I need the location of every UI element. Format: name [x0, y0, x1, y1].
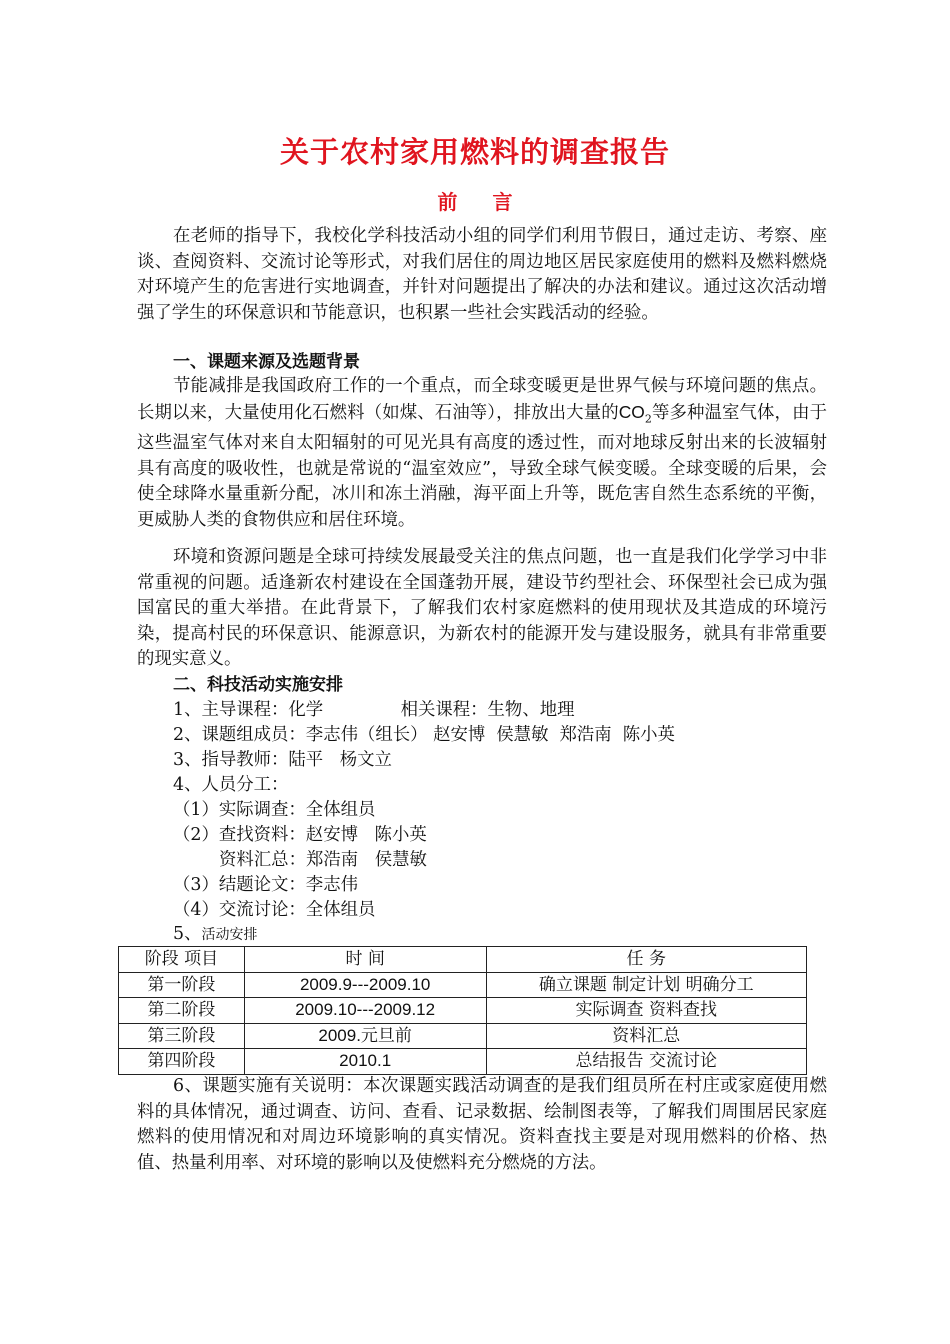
schedule-table — [118, 946, 807, 1075]
cell-stage: 第四阶段 — [119, 1049, 245, 1075]
cell-task: 实际调查 资料查找 — [486, 998, 807, 1024]
item-division: 4、人员分工： — [173, 775, 289, 795]
cell-task: 总结报告 交流讨论 — [486, 1049, 807, 1075]
table-row — [119, 1049, 807, 1075]
cell-stage: 第三阶段 — [119, 1023, 245, 1049]
section1-paragraph-2: 环境和资源问题是全球可持续发展最受关注的焦点问题，也一直是我们化学学习中非常重视的问题。适逢新农村建设在全国蓬勃开展，建设节约型社会、环保型社会已成为强国富民的重大举措。在此背景下，了解我们农村家庭燃料的使用现状及其造成的环境污染，提高村民的环保意识、能源意识，为新农村的能源开发与建设服务，就具有非常重要的现实意义。 — [137, 547, 827, 669]
table-header-row — [119, 947, 807, 973]
cell-time: 2009.元旦前 — [244, 1023, 486, 1049]
cell-stage: 第一阶段 — [119, 972, 245, 998]
header-stage: 阶段 项目 — [119, 947, 245, 973]
item-courses: 1、主导课程：化学 相关课程：生物、地理 — [173, 700, 575, 720]
division-thesis: （3）结题论文：李志伟 — [173, 875, 358, 895]
header-time: 时 间 — [244, 947, 486, 973]
schedule-number: 5、 — [173, 924, 202, 944]
section1-heading: 一、课题来源及选题背景 — [173, 352, 360, 372]
table-row — [119, 998, 807, 1024]
division-summary: 资料汇总：郑浩南 侯慧敏 — [219, 850, 427, 870]
section-subtitle: 前 言 — [437, 190, 527, 214]
division-research: （2）查找资料：赵安博 陈小英 — [173, 825, 427, 845]
header-task: 任 务 — [486, 947, 807, 973]
p1-text-before: 节能减排是我国政府工作的一个重点，而全球变暖更是世界气候与环境问题的焦点。长期以来，大量使用化石燃料（如煤、石油等），排放出大量的 — [137, 376, 827, 423]
table-row — [119, 972, 807, 998]
cell-task: 资料汇总 — [486, 1023, 807, 1049]
cell-stage: 第二阶段 — [119, 998, 245, 1024]
co2-subscript: 2 — [644, 411, 652, 425]
schedule-label: 活动安排 — [201, 927, 258, 943]
co2-formula: CO — [618, 401, 645, 422]
section1-paragraph-1 — [137, 374, 827, 533]
section2-heading: 二、科技活动实施安排 — [173, 675, 343, 695]
cell-time: 2009.9---2009.10 — [244, 972, 486, 998]
cell-time: 2009.10---2009.12 — [244, 998, 486, 1024]
page-title: 关于农村家用燃料的调查报告 — [279, 135, 670, 169]
implementation-note: 6、课题实施有关说明：本次课题实践活动调查的是我们组员所在村庄或家庭使用燃料的具体情况，通过调查、访问、查看、记录数据、绘制图表等，了解我们周围居民家庭燃料的使用情况和对周边环境影响的真实情况。资料查找主要是对现用燃料的价格、热值、热量利用率、对环境的影响以及使燃料充分燃烧的方法。 — [137, 1076, 827, 1173]
cell-task: 确立课题 制定计划 明确分工 — [486, 972, 807, 998]
item-schedule — [173, 922, 257, 948]
preface-paragraph: 在老师的指导下，我校化学科技活动小组的同学们利用节假日，通过走访、考察、座谈、查阅资料、交流讨论等形式，对我们居住的周边地区居民家庭使用的燃料及燃料燃烧对环境产生的危害进行实地调查，并针对问题提出了解决的办法和建议。通过这次活动增强了学生的环保意识和节能意识，也积累一些社会实践活动的经验。 — [137, 226, 827, 323]
division-discussion: （4）交流讨论：全体组员 — [173, 900, 376, 920]
item-teachers: 3、指导教师：陆平 杨文立 — [173, 750, 392, 770]
table-row — [119, 1023, 807, 1049]
item-members: 2、课题组成员：李志伟（组长） 赵安博 侯慧敏 郑浩南 陈小英 — [173, 725, 675, 745]
cell-time: 2010.1 — [244, 1049, 486, 1075]
division-survey: （1）实际调查：全体组员 — [173, 800, 376, 820]
p1-text-after: 等多种温室气体，由于这些温室气体对来自太阳辐射的可见光具有高度的透过性，而对地球反射出来的长波辐射具有高度的吸收性，也就是常说的“温室效应”，导致全球气候变暖。全球变暖的后果，会使全球降水量重新分配，冰川和冻土消融，海平面上升等，既危害自然生态系统的平衡，更威胁人类的食物供应和居住环境。 — [137, 402, 827, 530]
